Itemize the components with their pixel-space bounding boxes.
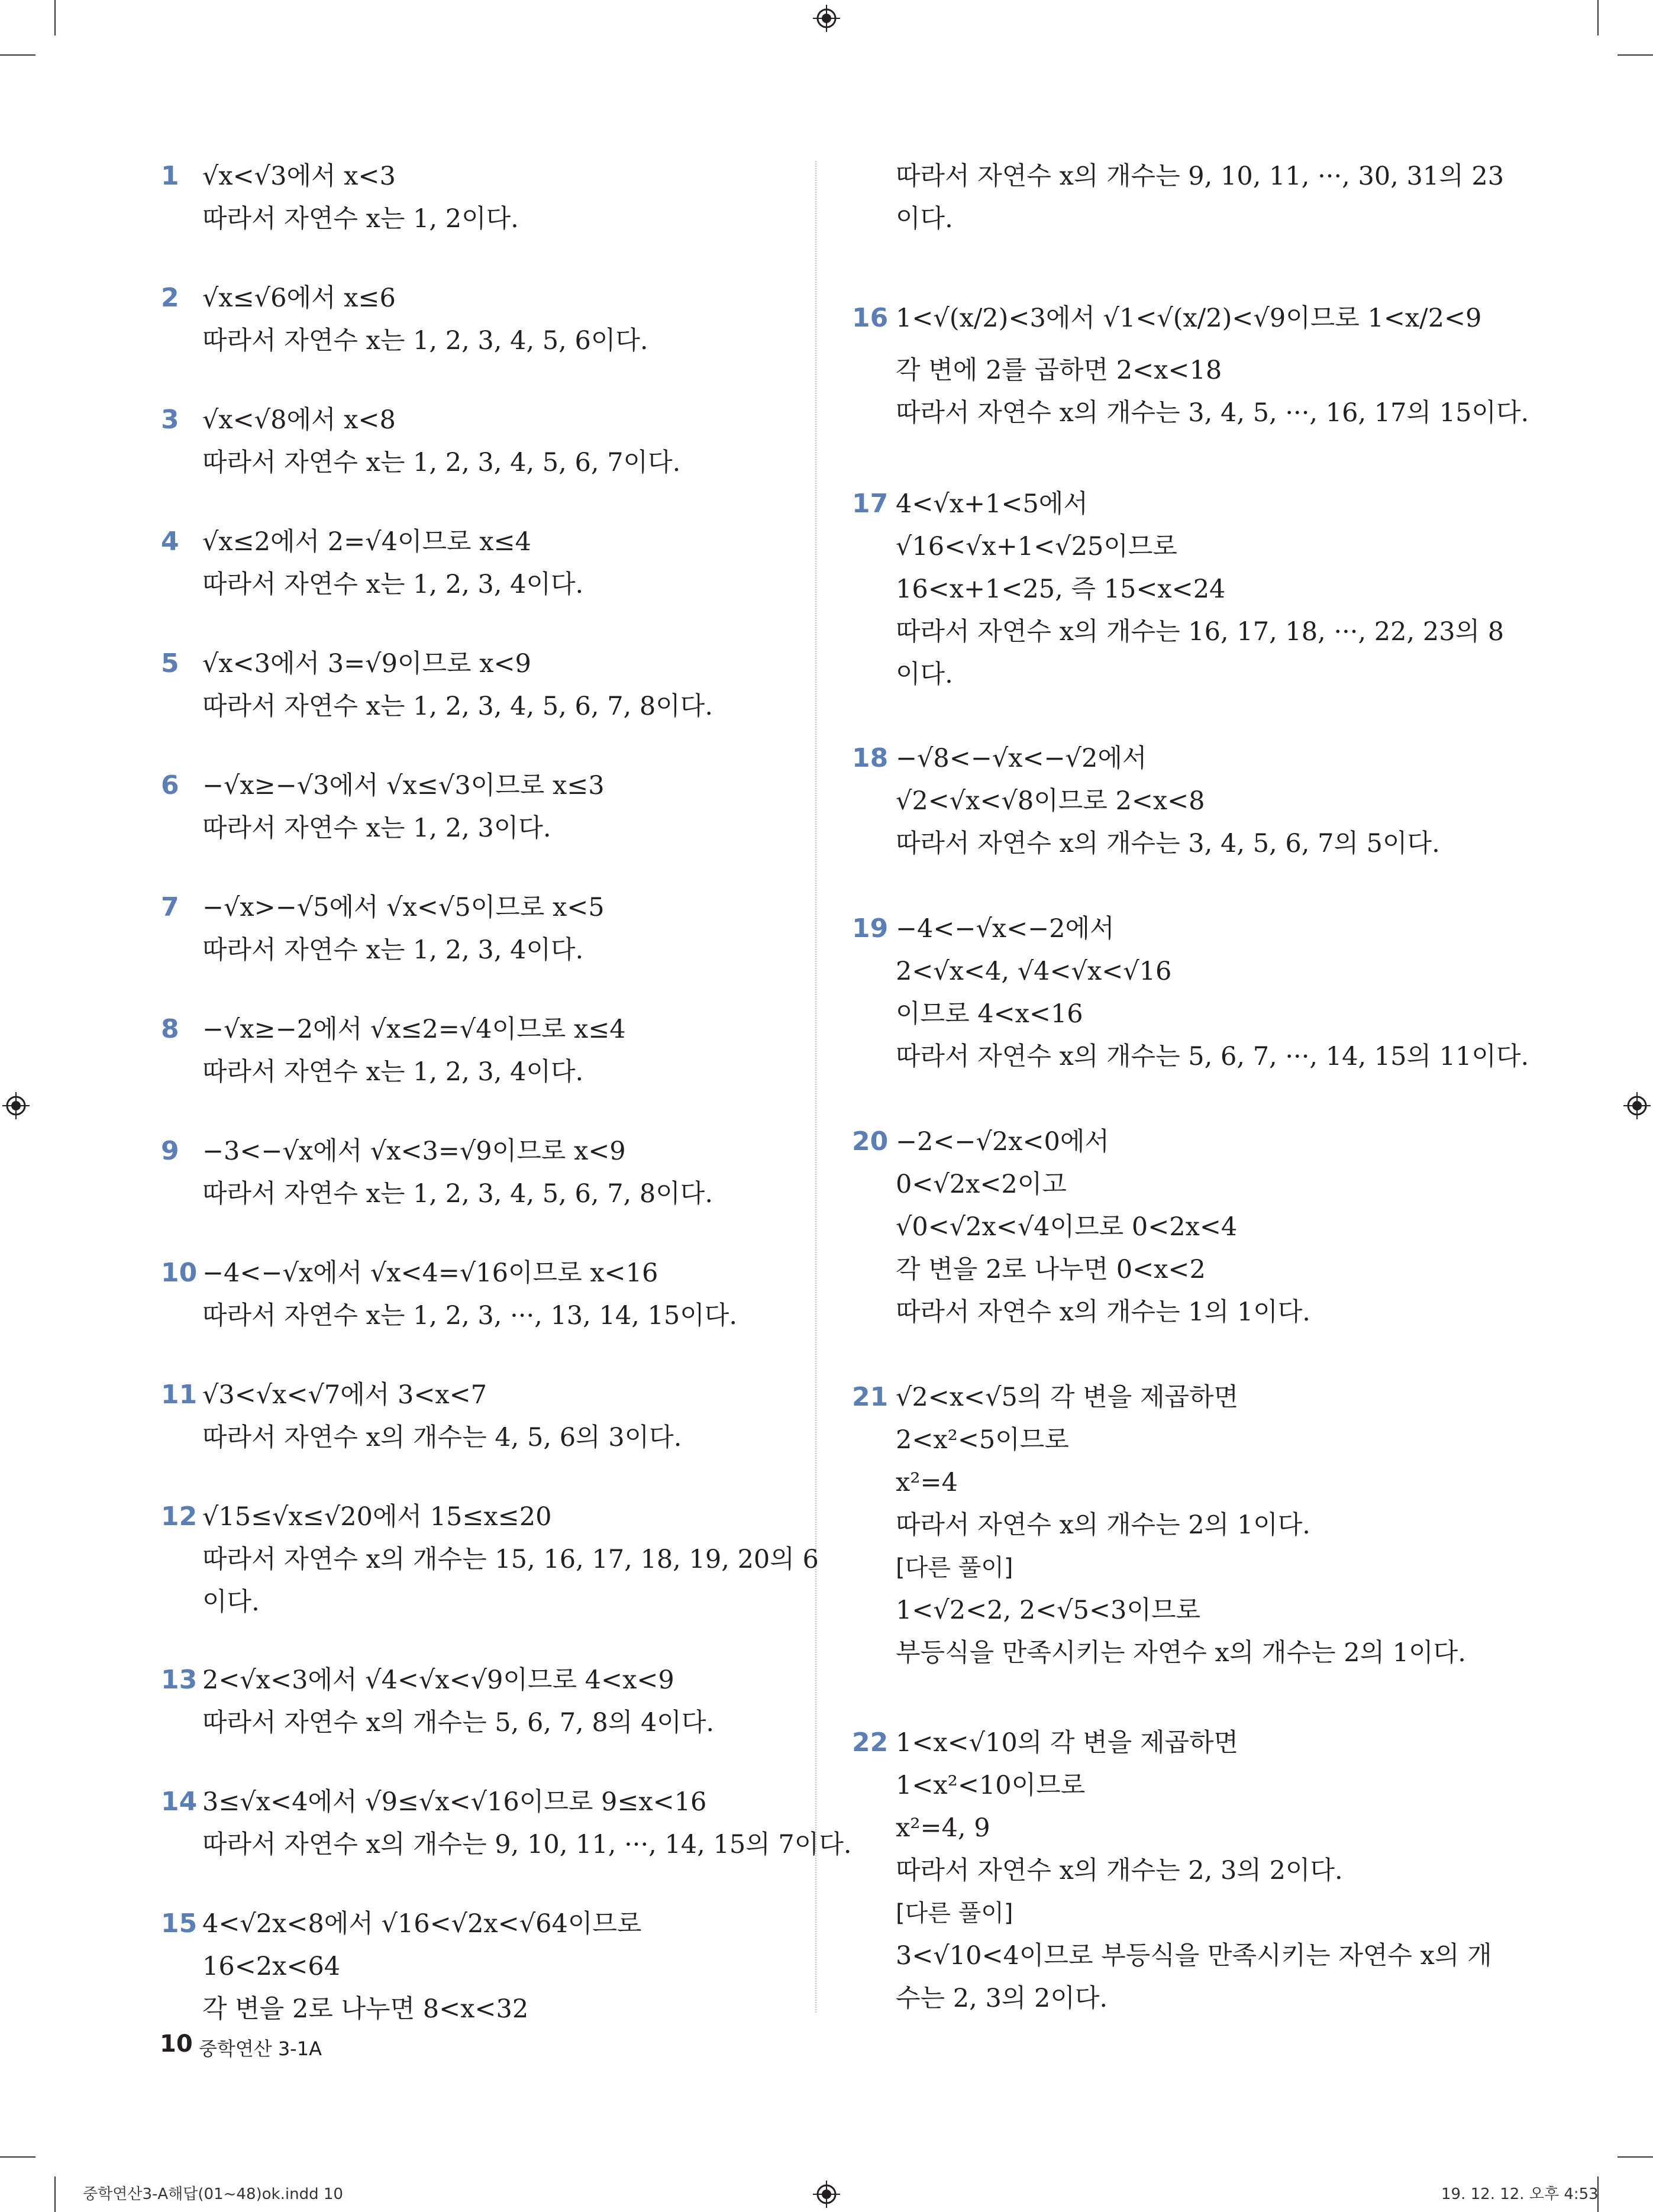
problem-number: 1 [161,161,179,191]
solution-line: 1<x<√10의 각 변을 제곱하면 [896,1728,1239,1758]
print-slug-timestamp: 19. 12. 12. 오후 4:53 [1441,2185,1599,2203]
solution-line: 4<√2x<8에서 √16<√2x<√64이므로 [202,1909,642,1939]
solution-line: 따라서 자연수 x의 개수는 3, 4, 5, ···, 16, 17의 15이다. [896,398,1529,428]
solution-line: 따라서 자연수 x는 1, 2, 3, 4, 5, 6, 7이다. [202,448,681,477]
solution-line: 이다. [896,204,953,234]
solution-line: 따라서 자연수 x의 개수는 9, 10, 11, ···, 30, 31의 23 [896,162,1505,191]
solution-line: 이다. [202,1587,260,1617]
solution-line: √15≤√x≤√20에서 15≤x≤20 [202,1502,552,1532]
crop-mark [1618,54,1653,56]
solution-line: 따라서 자연수 x는 1, 2, 3, 4이다. [202,1057,584,1087]
crop-mark [54,2177,56,2212]
page-number: 10 [160,2030,193,2058]
solution-line: 따라서 자연수 x의 개수는 16, 17, 18, ···, 22, 23의 8 [896,617,1505,647]
solution-line: −3<−√x에서 √x<3=√9이므로 x<9 [202,1136,626,1166]
solution-line: 따라서 자연수 x의 개수는 2, 3의 2이다. [896,1856,1343,1885]
problem-number: 20 [852,1126,889,1157]
solution-line: x²=4, 9 [896,1813,990,1843]
solution-line: √2<√x<√8이므로 2<x<8 [896,786,1205,816]
alternative-solution-label: [다른 풀이] [896,1554,1013,1581]
solution-line: 따라서 자연수 x의 개수는 3, 4, 5, 6, 7의 5이다. [896,829,1440,858]
solution-line: −4<−√x<−2에서 [896,914,1115,944]
solution-line: 각 변에 2를 곱하면 2<x<18 [896,356,1222,385]
problem-number: 19 [852,913,889,944]
solution-line: √x<3에서 3=√9이므로 x<9 [202,649,531,679]
solution-line: 따라서 자연수 x의 개수는 9, 10, 11, ···, 14, 15의 7이다. [202,1830,852,1859]
solution-line: 0<√2x<2이고 [896,1170,1067,1199]
problem-number: 2 [161,283,179,313]
solution-line: 따라서 자연수 x는 1, 2, 3, 4이다. [202,570,584,599]
solution-line: 2<√x<3에서 √4<√x<√9이므로 4<x<9 [202,1665,674,1695]
problem-number: 15 [161,1909,198,1939]
solution-line: √x<√3에서 x<3 [202,162,396,191]
problem-number: 8 [161,1014,179,1044]
solution-line: −√x>−√5에서 √x<√5이므로 x<5 [202,893,605,922]
problem-number: 5 [161,648,179,679]
problem-number: 18 [852,743,889,773]
problem-number: 22 [852,1727,889,1758]
solution-line: 따라서 자연수 x의 개수는 2의 1이다. [896,1510,1310,1540]
solution-line: 각 변을 2로 나누면 8<x<32 [202,1994,529,2024]
solution-line: 16<x+1<25, 즉 15<x<24 [896,574,1226,604]
solution-line: 부등식을 만족시키는 자연수 x의 개수는 2의 1이다. [896,1638,1466,1668]
solution-line: 따라서 자연수 x는 1, 2이다. [202,204,519,234]
solution-line: √x≤2에서 2=√4이므로 x≤4 [202,527,531,557]
column-divider [815,161,816,2013]
solution-line: −√x≥−√3에서 √x≤√3이므로 x≤3 [202,771,605,800]
crop-mark [54,0,56,35]
solution-line: 4<√x+1<5에서 [896,489,1088,519]
crop-mark [0,2156,35,2158]
solution-line: 16<2x<64 [202,1952,341,1981]
problem-number: 17 [852,489,889,519]
crop-mark [0,54,35,56]
solution-line: 2<√x<4, √4<√x<√16 [896,957,1172,986]
solution-line: 따라서 자연수 x의 개수는 5, 6, 7, 8의 4이다. [202,1708,715,1738]
problem-number: 21 [852,1382,889,1412]
problem-number: 9 [161,1136,179,1166]
solution-line: 따라서 자연수 x는 1, 2, 3, 4이다. [202,935,584,965]
solution-line: 각 변을 2로 나누면 0<x<2 [896,1255,1206,1284]
solution-line: −2<−√2x<0에서 [896,1127,1109,1157]
crop-mark [1618,2156,1653,2158]
problem-number: 12 [161,1501,198,1532]
solution-line: √3<√x<√7에서 3<x<7 [202,1380,487,1410]
print-slug-filename: 중학연산3-A해답(01~48)ok.indd 10 [83,2185,343,2203]
solution-line: 따라서 자연수 x는 1, 2, 3, 4, 5, 6이다. [202,326,648,356]
solution-line: √0<√2x<√4이므로 0<2x<4 [896,1212,1238,1242]
problem-number: 16 [852,303,889,333]
solution-line: 수는 2, 3의 2이다. [896,1984,1108,2013]
solution-line: −√8<−√x<−√2에서 [896,744,1147,773]
solution-line: 따라서 자연수 x의 개수는 5, 6, 7, ···, 14, 15의 11이다. [896,1042,1529,1071]
problem-number: 4 [161,527,179,557]
solution-line: 따라서 자연수 x의 개수는 15, 16, 17, 18, 19, 20의 6 [202,1545,819,1574]
problem-number: 10 [161,1258,198,1288]
problem-number: 13 [161,1665,198,1695]
problem-number: 7 [161,892,179,922]
solution-line: √x<√8에서 x<8 [202,405,396,435]
registration-mark-icon [813,5,840,32]
solution-line: 1<√(x/2)<3에서 √1<√(x/2)<√9이므로 1<x/2<9 [896,303,1482,333]
problem-number: 14 [161,1787,198,1817]
registration-mark-icon [1623,1092,1651,1119]
problem-number: 3 [161,405,179,435]
solution-line: 이므로 4<x<16 [896,999,1083,1029]
solution-line: 따라서 자연수 x는 1, 2, 3, 4, 5, 6, 7, 8이다. [202,692,713,721]
problem-number: 11 [161,1380,198,1410]
book-title: 중학연산 3-1A [199,2037,322,2060]
registration-mark-icon [2,1092,30,1119]
solution-line: √x≤√6에서 x≤6 [202,283,396,313]
crop-mark [1597,0,1599,35]
solution-line: 따라서 자연수 x는 1, 2, 3이다. [202,813,551,843]
registration-mark-icon [813,2181,840,2208]
solution-line: −4<−√x에서 √x<4=√16이므로 x<16 [202,1258,658,1288]
solution-line: 따라서 자연수 x의 개수는 4, 5, 6의 3이다. [202,1423,682,1452]
solution-line: −√x≥−2에서 √x≤2=√4이므로 x≤4 [202,1015,626,1044]
alternative-solution-label: [다른 풀이] [896,1900,1013,1927]
solution-line: 이다. [896,660,953,689]
solution-line: 1<√2<2, 2<√5<3이므로 [896,1596,1201,1625]
solution-line: 3≤√x<4에서 √9≤√x<√16이므로 9≤x<16 [202,1787,707,1817]
solution-line: 따라서 자연수 x의 개수는 1의 1이다. [896,1297,1310,1327]
solution-line: √16<√x+1<√25이므로 [896,532,1177,561]
solution-line: 2<x²<5이므로 [896,1425,1069,1455]
solution-line: √2<x<√5의 각 변을 제곱하면 [896,1383,1239,1412]
problem-number: 6 [161,770,179,800]
solution-line: 따라서 자연수 x는 1, 2, 3, 4, 5, 6, 7, 8이다. [202,1179,713,1209]
solution-line: 3<√10<4이므로 부등식을 만족시키는 자연수 x의 개 [896,1941,1492,1971]
solution-line: 1<x²<10이므로 [896,1771,1086,1800]
solution-line: 따라서 자연수 x는 1, 2, 3, ···, 13, 14, 15이다. [202,1301,738,1331]
solution-line: x²=4 [896,1468,958,1497]
